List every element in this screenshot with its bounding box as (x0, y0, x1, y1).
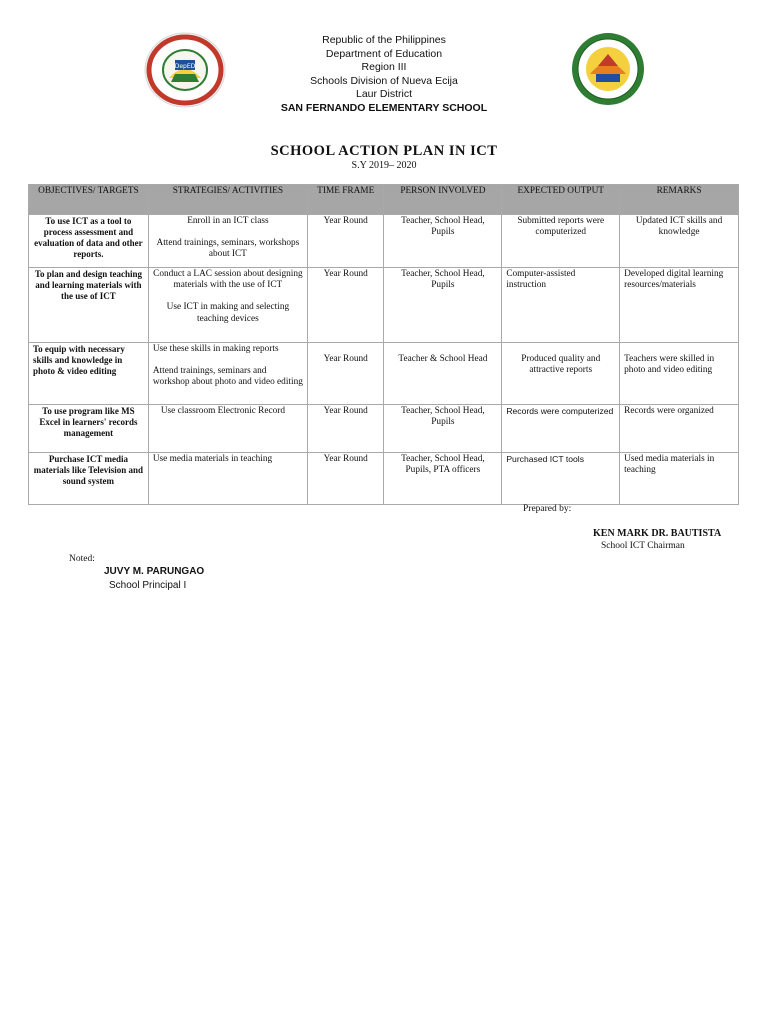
table-header-row (29, 185, 739, 215)
document-title: SCHOOL ACTION PLAN IN ICT (270, 143, 498, 159)
output-cell: Purchased ICT tools (502, 453, 620, 505)
time-frame-cell: Year Round (307, 343, 384, 405)
header-line-4: Schools Division of Nueva Ecija (310, 74, 458, 87)
svg-text:DepED: DepED (174, 63, 196, 70)
header-line-2: Department of Education (325, 47, 443, 60)
table-row (29, 268, 739, 343)
strategy-item: Attend trainings, seminars and workshop about photo and video editing (152, 366, 303, 388)
output-cell: Computer-assisted instruction (502, 268, 620, 343)
preparer-name: KEN MARK DR. BAUTISTA (593, 528, 722, 539)
strategy-item: Use ICT in making and selecting teaching devices (166, 302, 290, 324)
output-cell: Submitted reports were computerized (502, 215, 620, 268)
time-frame-cell: Year Round (307, 405, 384, 453)
school-year: S.Y 2019– 2020 (351, 160, 417, 171)
strategy-item: Use these skills in making reports (152, 344, 279, 354)
persons-cell: Teacher, School Head, Pupils (384, 215, 502, 268)
column-header-remarks: REMARKS (620, 185, 739, 215)
table-row (29, 343, 739, 405)
strategy-cell (148, 405, 307, 453)
noter-name: JUVY M. PARUNGAO (104, 566, 205, 577)
strategy-item: Conduct a LAC session about designing materials with the use of ICT (153, 269, 303, 291)
division-seal (568, 30, 652, 110)
objective-cell: To equip with necessary skills and knowledge in photo & video editing (29, 343, 149, 405)
column-header-strategies: STRATEGIES/ ACTIVITIES (148, 185, 307, 215)
output-cell: Records were computerized (502, 405, 620, 453)
table-row (29, 453, 739, 505)
strategy-cell (148, 453, 307, 505)
column-header-expected-output: EXPECTED OUTPUT (502, 185, 620, 215)
noter-role: School Principal I (109, 580, 187, 591)
persons-cell: Teacher, School Head, Pupils (384, 268, 502, 343)
strategy-item: Enroll in an ICT class (187, 216, 269, 226)
column-header-objectives: OBJECTIVES/ TARGETS (29, 185, 149, 215)
strategy-cell (148, 268, 307, 343)
action-plan-table (28, 184, 739, 505)
school-name: SAN FERNANDO ELEMENTARY SCHOOL (280, 101, 488, 114)
letterhead (250, 34, 518, 116)
output-cell: Produced quality and attractive reports (502, 343, 620, 405)
column-header-person-involved: PERSON INVOLVED (384, 185, 502, 215)
time-frame-cell: Year Round (307, 268, 384, 343)
objective-cell: Purchase ICT media materials like Television and sound system (29, 453, 149, 505)
remarks-cell: Developed digital learning resources/materials (620, 268, 739, 343)
strategy-cell (148, 215, 307, 268)
prepared-by-label: Prepared by: (523, 504, 572, 514)
table-row (29, 215, 739, 268)
strategy-cell (148, 343, 307, 405)
table-row (29, 405, 739, 453)
time-frame-cell: Year Round (307, 453, 384, 505)
persons-cell: Teacher, School Head, Pupils (384, 405, 502, 453)
persons-cell: Teacher, School Head, Pupils, PTA officers (384, 453, 502, 505)
header-line-3: Region III (361, 61, 407, 74)
remarks-cell: Used media materials in teaching (620, 453, 739, 505)
strategy-item: Attend trainings, seminars, workshops about ICT (156, 238, 300, 260)
school-logo (143, 30, 227, 110)
remarks-cell: Teachers were skilled in photo and video editing (620, 343, 739, 405)
column-header-time-frame: TIME FRAME (307, 185, 384, 215)
remarks-cell: Records were organized (620, 405, 739, 453)
persons-cell: Teacher & School Head (384, 343, 502, 405)
strategy-item: Use classroom Electronic Record (160, 406, 286, 416)
header-line-5: Laur District (355, 88, 412, 101)
remarks-cell: Updated ICT skills and knowledge (620, 215, 739, 268)
preparer-role: School ICT Chairman (601, 541, 685, 551)
time-frame-cell: Year Round (307, 215, 384, 268)
objective-cell: To plan and design teaching and learning materials with the use of ICT (29, 268, 149, 343)
objective-cell: To use program like MS Excel in learners' records management (29, 405, 149, 453)
noted-label: Noted: (69, 554, 95, 564)
header-line-1: Republic of the Philippines (322, 34, 446, 46)
objective-cell: To use ICT as a tool to process assessment and evaluation of data and other reports. (29, 215, 149, 268)
strategy-item: Use media materials in teaching (152, 454, 273, 464)
